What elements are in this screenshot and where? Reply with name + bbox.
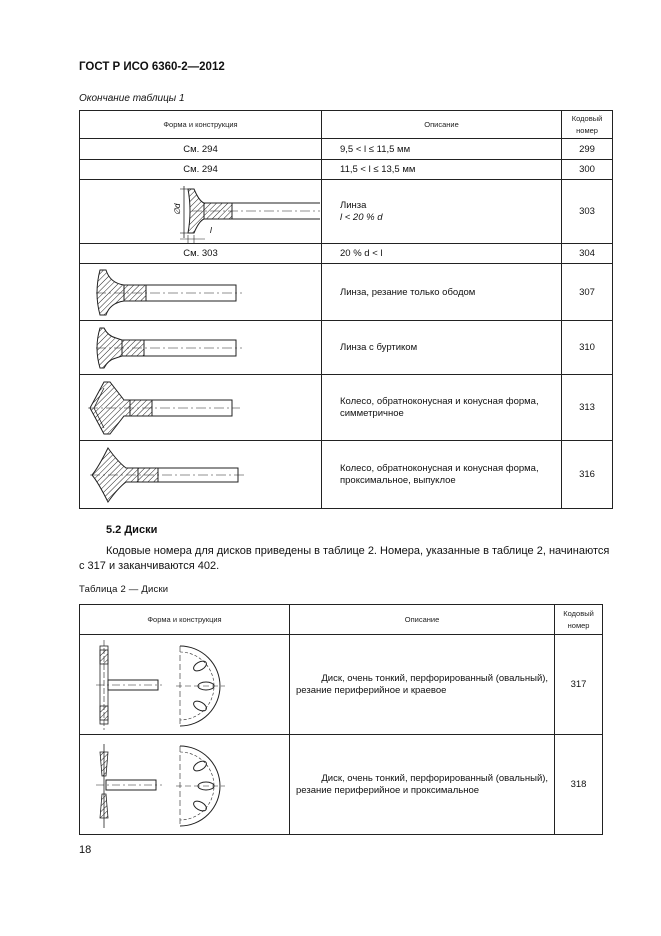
code-cell: 316 [562,441,613,509]
code-cell: 317 [555,635,603,735]
form-cell [80,635,290,735]
description-cell: Колесо, обратноконусная и конусная форма, проксимальное, выпуклое [321,441,561,509]
table-row [80,244,613,264]
header-description: Описание [289,605,554,635]
code-cell: 299 [562,139,613,160]
code-cell: 310 [562,321,613,375]
table-row [80,321,613,375]
header-description: Описание [321,111,561,139]
paragraph-line-1: Кодовые номера для дисков приведены в таблице 2. Номера, указанные в таблице 2, начинаются [106,545,610,557]
description-cell: Линза, резание только ободом [321,264,561,321]
table-1 [79,110,613,509]
description-cell: 9,5 < l ≤ 11,5 мм [321,139,561,160]
description-cell: Колесо, обратноконусная и конусная форма, симметричное [321,375,561,441]
table-row [80,139,613,160]
page-number: 18 [79,844,92,856]
description-cell: Диск, очень тонкий, перфорированный (овальный), резание периферийное и краевое [289,635,554,735]
table-row [80,264,613,321]
table-continuation-caption: Окончание таблицы 1 [79,93,185,104]
form-cell: См. 294 [80,160,322,180]
header-code: Кодовый номер [562,111,613,139]
table-row [80,735,603,835]
code-cell: 318 [555,735,603,835]
disc-peripheral-edge-drawing [80,636,288,734]
table-header-row [80,111,613,139]
form-cell: См. 294 [80,139,322,160]
form-cell [80,375,322,441]
description-cell: 20 % d < l [321,244,561,264]
form-cell [80,180,322,244]
table-row [80,441,613,509]
form-cell [80,441,322,509]
header-form: Форма и конструкция [80,111,322,139]
code-cell: 300 [562,160,613,180]
header-code: Кодовый номер [555,605,603,635]
lens-head-drawing [80,181,320,243]
disc-peripheral-proximal-drawing [80,736,288,834]
form-cell [80,735,290,835]
code-cell: 304 [562,244,613,264]
description-cell: Диск, очень тонкий, перфорированный (овальный), резание периферийное и проксимальное [289,735,554,835]
document-header: ГОСТ Р ИСО 6360-2—2012 [79,61,225,73]
lens-collar-drawing [80,322,320,374]
description-cell: 11,5 < l ≤ 13,5 мм [321,160,561,180]
table-header-row [80,605,603,635]
table-row [80,375,613,441]
wheel-symmetric-drawing [80,376,320,440]
form-cell: См. 303 [80,244,322,264]
table-2 [79,604,603,835]
form-cell [80,321,322,375]
code-cell: 307 [562,264,613,321]
dim-l-label: l [210,225,212,235]
table-2-caption: Таблица 2 — Диски [79,584,169,595]
code-cell: 313 [562,375,613,441]
header-form: Форма и конструкция [80,605,290,635]
table-row [80,635,603,735]
lens-rim-drawing [80,265,320,320]
code-cell: 303 [562,180,613,244]
description-cell: Линза l < 20 % d [321,180,561,244]
paragraph-line-2: с 317 и заканчиваются 402. [79,560,220,572]
section-heading: 5.2 Диски [106,524,158,536]
form-cell [80,264,322,321]
table-row [80,160,613,180]
description-cell: Линза с буртиком [321,321,561,375]
wheel-proximal-drawing [80,442,320,508]
table-row [80,180,613,244]
dim-d-label: ∅d [173,203,182,215]
